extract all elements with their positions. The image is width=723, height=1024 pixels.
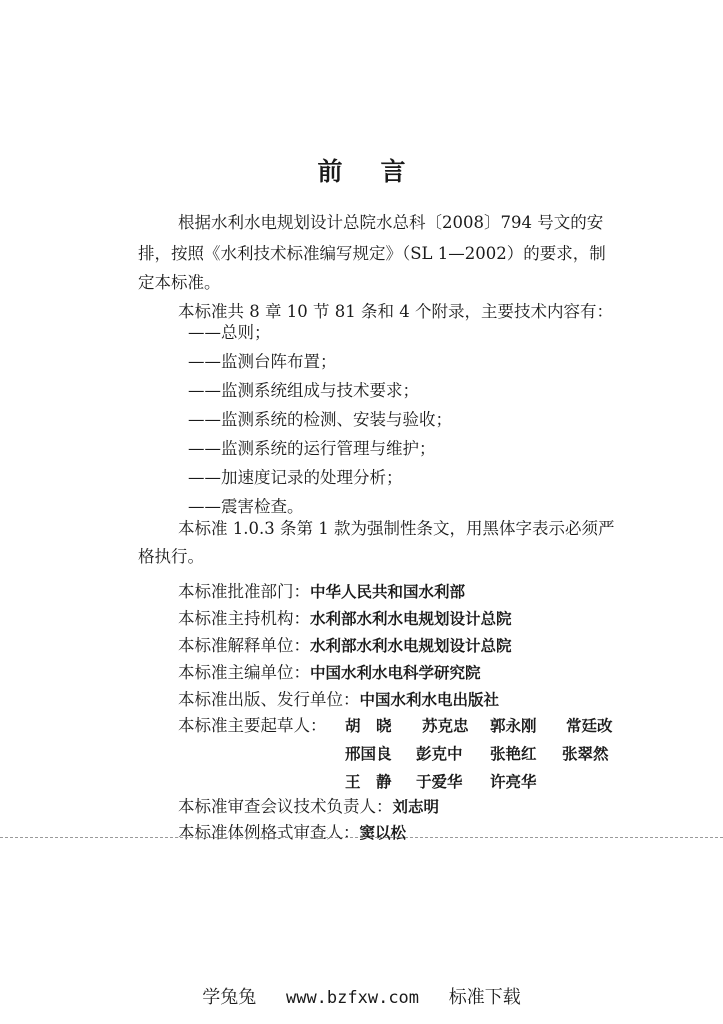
list-item: ——监测系统的运行管理与维护；	[188, 439, 436, 458]
editor-row	[178, 659, 481, 683]
review-label: 本标准审查会议技术负责人：	[178, 797, 393, 816]
publisher-label: 本标准出版、发行单位：	[178, 690, 360, 709]
list-item: ——震害检查。	[188, 497, 304, 516]
drafter-name: 苏克忠	[422, 717, 469, 735]
list-item: ——总则；	[188, 323, 271, 342]
editor-value: 中国水利水电科学研究院	[310, 664, 481, 682]
interpret-value: 水利部水利水电规划设计总院	[310, 637, 512, 655]
drafter-name: 于爱华	[416, 773, 463, 791]
review-row	[178, 793, 439, 817]
format-value: 窦以松	[359, 824, 407, 842]
format-row	[178, 819, 406, 843]
publisher-value: 中国水利水电出版社	[359, 691, 500, 709]
drafter-name: 常廷改	[566, 717, 613, 735]
summary-line: 本标准共 8 章 10 节 81 条和 4 个附录，主要技术内容有：	[178, 302, 613, 321]
interpret-label: 本标准解释单位：	[178, 636, 310, 655]
drafters-label: 本标准主要起草人：	[178, 716, 327, 735]
mandatory-line-2: 格执行。	[138, 547, 204, 566]
drafter-name: 王 静	[345, 773, 392, 791]
list-item: ——监测系统组成与技术要求；	[188, 381, 419, 400]
drafter-name: 彭克中	[416, 745, 463, 763]
approval-value: 中华人民共和国水利部	[310, 583, 466, 601]
list-item: ——加速度记录的处理分析；	[188, 468, 403, 487]
publisher-row	[178, 686, 499, 710]
mandatory-line-1: 本标准 1.0.3 条第 1 款为强制性条文，用黑体字表示必须严	[178, 519, 615, 538]
intro-line-2: 排，按照《水利技术标准编写规定》（SL 1—2002）的要求，制	[138, 244, 606, 263]
list-item: ——监测台阵布置；	[188, 352, 337, 371]
footer-site-name: 学兔兔	[202, 987, 257, 1008]
divider	[0, 837, 723, 838]
intro-line-1: 根据水利水电规划设计总院水总科〔2008〕794 号文的安	[178, 213, 604, 232]
drafter-name: 胡 晓	[345, 717, 392, 735]
editor-label: 本标准主编单位：	[178, 663, 310, 682]
footer-watermark	[0, 983, 723, 1009]
drafter-name: 张翠然	[562, 745, 609, 763]
footer-slogan: 标准下载	[448, 987, 521, 1008]
list-item: ——监测系统的检测、安装与验收；	[188, 410, 452, 429]
approval-row	[178, 578, 465, 602]
footer-url[interactable]: www.bzfxw.com	[285, 988, 420, 1008]
host-label: 本标准主持机构：	[178, 609, 310, 628]
approval-label: 本标准批准部门：	[178, 582, 310, 601]
drafter-name: 许亮华	[490, 773, 537, 791]
host-row	[178, 605, 512, 629]
page-title: 前言	[317, 157, 444, 186]
intro-line-3: 定本标准。	[138, 273, 221, 292]
interpret-row	[178, 632, 512, 656]
review-value: 刘志明	[392, 798, 440, 816]
drafter-name: 郭永刚	[490, 717, 537, 735]
drafter-name: 张艳红	[490, 745, 537, 763]
drafter-name: 邢国良	[345, 745, 392, 763]
format-label: 本标准体例格式审查人：	[178, 823, 360, 842]
host-value: 水利部水利水电规划设计总院	[310, 610, 512, 628]
contents-list	[188, 318, 452, 521]
